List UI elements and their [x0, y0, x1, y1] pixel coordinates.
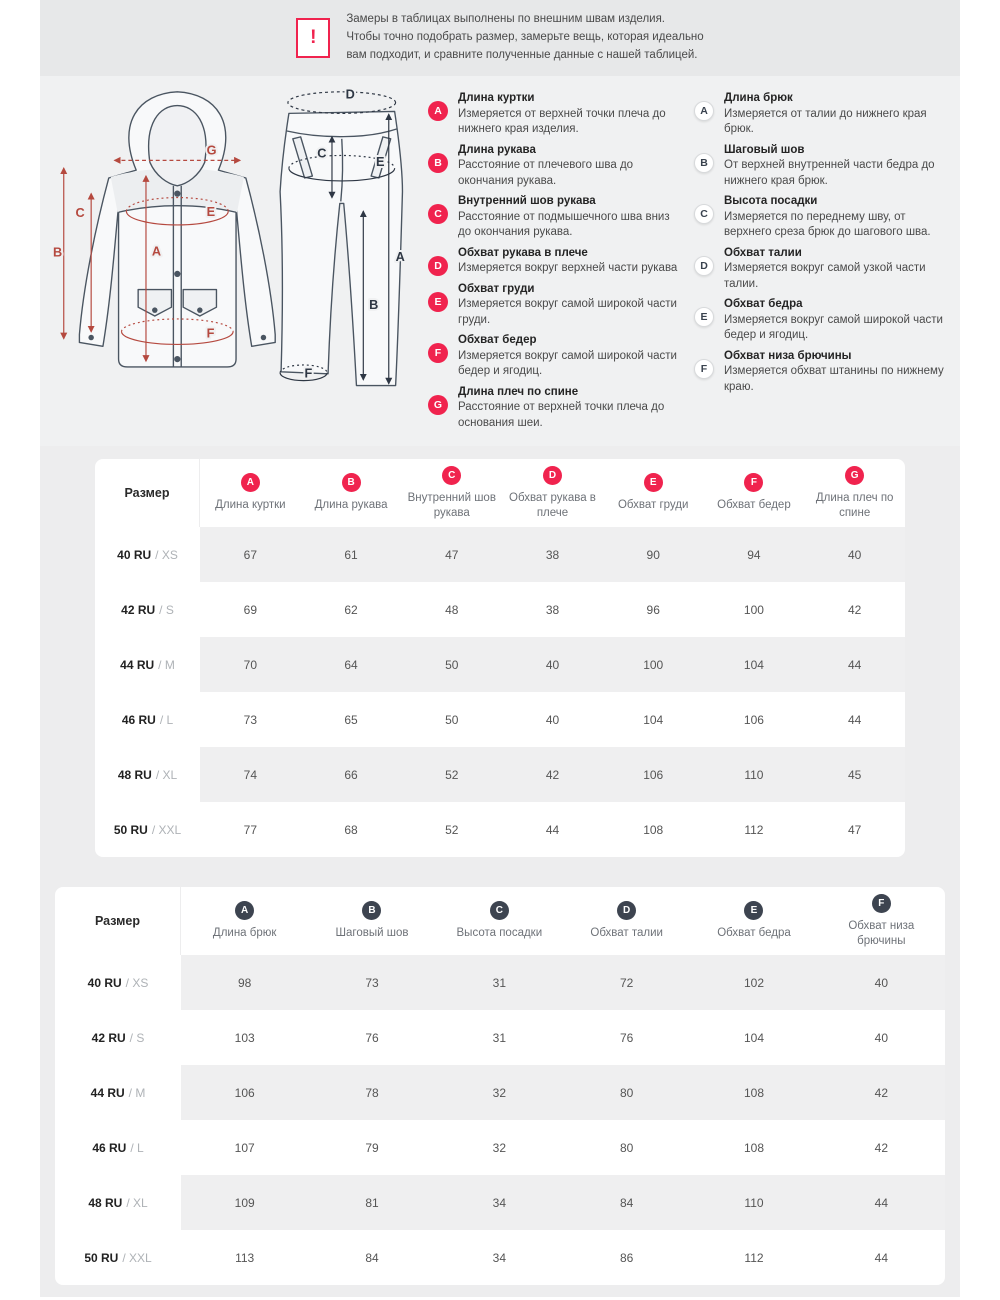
value-cell: 112: [744, 1250, 764, 1265]
size-intl-label: / M: [128, 1085, 146, 1100]
measurement-title: Длина рукава: [458, 143, 536, 156]
value-cell: 106: [181, 1065, 308, 1120]
measurement-description: Измеряется вокруг самой широкой части бедер и ягодиц.: [458, 349, 677, 378]
column-header: [563, 887, 690, 955]
measurement-description: Измеряется от талии до нижнего края брюк.: [724, 107, 927, 136]
column-letter-badge: B: [342, 473, 361, 492]
value-cell: 80: [563, 1065, 690, 1120]
value-cell: 102: [690, 955, 817, 1010]
size-cell: [95, 692, 200, 747]
value-cell: 34: [492, 1250, 506, 1265]
measurement-description: Расстояние от плечевого шва до окончания рукава.: [458, 159, 634, 187]
measure-letter-badge: D: [428, 256, 448, 276]
value-cell: 78: [308, 1065, 435, 1120]
measurement-description: Измеряется вокруг самой широкой части бедер и ягодиц.: [724, 313, 943, 342]
notice-text: [346, 11, 703, 64]
value-cell: 108: [743, 1140, 764, 1155]
size-intl-label: / XXL: [151, 822, 182, 837]
diagram-label-jacket-c: C: [75, 205, 85, 221]
value-cell: 100: [603, 637, 704, 692]
column-letter-badge: A: [235, 901, 254, 920]
size-cell: [55, 955, 181, 1010]
diagram-label-pants-b: B: [369, 297, 379, 313]
measurement-item-body: [724, 346, 946, 396]
value-cell: 40: [874, 1030, 888, 1045]
measurement-item: [694, 140, 946, 190]
pants-measurements-list: [694, 88, 960, 446]
diagram-label-pants-d: D: [345, 86, 355, 102]
value-cell: 81: [308, 1175, 435, 1230]
measurement-item-body: [724, 88, 946, 138]
value-cell: 42: [874, 1140, 888, 1155]
measurement-title: Обхват бедра: [724, 298, 803, 311]
value-cell: 64: [301, 637, 402, 692]
jacket-measurements-list: [428, 88, 694, 446]
value-cell: 76: [619, 1030, 634, 1045]
measurement-description: Измеряется обхват штанины по нижнему краю.: [724, 365, 944, 393]
value-cell: 38: [545, 602, 560, 617]
column-header: [436, 887, 563, 955]
measurement-title: Длина плеч по спине: [458, 385, 579, 398]
value-cell: 106: [743, 712, 764, 727]
value-cell: 44: [874, 1250, 888, 1265]
value-cell: 73: [243, 712, 258, 727]
value-cell: 48: [445, 602, 459, 617]
diagram-label-jacket-e: E: [206, 204, 216, 220]
column-letter-badge: E: [744, 901, 763, 920]
column-label: Обхват бедра: [717, 927, 791, 940]
value-cell: 66: [301, 747, 402, 802]
pants-size-table: [55, 887, 945, 1285]
column-letter-badge: G: [845, 466, 864, 485]
column-label: Длина плеч по спине: [815, 492, 894, 519]
measurement-title: Обхват бедер: [458, 334, 537, 347]
measurement-item: [428, 243, 680, 277]
measurement-item: [428, 279, 680, 329]
column-header: [200, 459, 301, 527]
size-ru-label: 40 RU: [117, 547, 152, 562]
value-cell: 108: [643, 822, 664, 837]
value-cell: 40: [502, 637, 603, 692]
value-cell: 94: [704, 527, 805, 582]
notice-line: Чтобы точно подобрать размер, замерьте вещь, которая идеально: [346, 31, 704, 44]
measure-letter-badge: A: [694, 101, 714, 121]
size-ru-label: 46 RU: [92, 1140, 127, 1155]
pants-size-table-card: [55, 887, 945, 1285]
column-label: Обхват талии: [590, 927, 663, 940]
measure-letter-badge: E: [694, 307, 714, 327]
value-cell: 86: [619, 1250, 634, 1265]
measure-letter-badge: C: [694, 204, 714, 224]
measurement-item: [428, 88, 680, 138]
column-label: Длина брюк: [212, 927, 277, 940]
column-header: [690, 887, 817, 955]
value-cell: 61: [301, 527, 402, 582]
measurement-description: Измеряется от верхней точки плеча до нижнего края изделия.: [458, 107, 666, 136]
value-cell: 104: [704, 637, 805, 692]
value-cell: 98: [181, 955, 308, 1010]
measure-letter-badge: B: [428, 153, 448, 173]
measurement-description: Измеряется вокруг самой узкой части талии.: [724, 262, 926, 290]
diagram-label-jacket-f: F: [206, 325, 215, 341]
value-cell: 96: [646, 602, 660, 617]
value-cell: 70: [200, 637, 301, 692]
column-label: Внутренний шов рукава: [407, 492, 496, 519]
value-cell: 42: [818, 1065, 945, 1120]
column-letter-badge: A: [241, 473, 260, 492]
size-ru-label: 48 RU: [117, 767, 152, 782]
size-ru-label: 44 RU: [90, 1085, 125, 1100]
value-cell: 106: [603, 747, 704, 802]
value-cell: 67: [200, 527, 301, 582]
measure-letter-badge: E: [428, 292, 448, 312]
value-cell: 110: [690, 1175, 817, 1230]
measurement-item-body: [458, 191, 680, 241]
column-header: [502, 459, 603, 527]
value-cell: 40: [804, 527, 905, 582]
measurement-item: [694, 346, 946, 396]
size-ru-label: 42 RU: [121, 602, 156, 617]
warning-icon: !: [296, 18, 330, 58]
notice-line: Замеры в таблицах выполнены по внешним швам изделия.: [346, 13, 665, 26]
column-header: [301, 459, 402, 527]
size-cell: [95, 582, 200, 637]
value-cell: 90: [603, 527, 704, 582]
value-cell: 40: [545, 712, 560, 727]
value-cell: 52: [445, 822, 459, 837]
size-cell: [55, 1230, 181, 1285]
value-cell: 47: [847, 822, 862, 837]
value-cell: 34: [436, 1175, 563, 1230]
column-header: [818, 887, 945, 955]
measurement-description: Расстояние от подмышечного шва вниз до окончания рукава.: [458, 210, 670, 239]
diagram-label-pants-a: A: [395, 249, 405, 265]
notice-banner: [40, 0, 960, 76]
size-ru-label: 44 RU: [120, 657, 155, 672]
size-ru-label: 48 RU: [88, 1195, 123, 1210]
column-label: Обхват низа брючины: [848, 920, 915, 947]
value-cell: 72: [563, 955, 690, 1010]
garment-diagram: [40, 76, 428, 446]
measurement-item-body: [458, 382, 680, 432]
value-cell: 110: [704, 747, 805, 802]
measurement-description: Измеряется по переднему шву, от верхнего среза брюк до шагового шва.: [724, 210, 931, 239]
column-header: [181, 887, 308, 955]
measurement-item-body: [724, 294, 946, 344]
value-cell: 42: [502, 747, 603, 802]
size-column-header: Размер: [95, 459, 200, 527]
measurement-item: [694, 294, 946, 344]
column-letter-badge: C: [442, 466, 461, 485]
value-cell: 44: [847, 712, 862, 727]
measure-letter-badge: F: [428, 343, 448, 363]
measure-letter-badge: D: [694, 256, 714, 276]
value-cell: 104: [643, 712, 664, 727]
value-cell: 31: [492, 1030, 506, 1045]
value-cell: 108: [690, 1065, 817, 1120]
value-cell: 38: [502, 527, 603, 582]
measurement-item: [428, 140, 680, 190]
value-cell: 80: [619, 1140, 634, 1155]
column-letter-badge: D: [543, 466, 562, 485]
diagram-label-pants-e: E: [376, 154, 385, 170]
measurement-guide-section: [40, 76, 960, 446]
value-cell: 103: [234, 1030, 255, 1045]
size-ru-label: 40 RU: [87, 975, 122, 990]
size-intl-label: / XL: [155, 767, 178, 782]
value-cell: 65: [344, 712, 358, 727]
pants-drawing: [280, 111, 402, 385]
measurement-title: Шаговый шов: [724, 143, 805, 156]
size-intl-label: / XS: [155, 547, 178, 562]
size-ru-label: 42 RU: [91, 1030, 126, 1045]
column-header: [603, 459, 704, 527]
measurement-title: Обхват груди: [458, 282, 535, 295]
measurement-title: Обхват низа брючины: [724, 349, 852, 362]
value-cell: 42: [847, 602, 862, 617]
value-cell: 76: [365, 1030, 379, 1045]
value-cell: 113: [235, 1250, 255, 1265]
jacket-and-pants-diagram: [52, 82, 424, 412]
column-header: [401, 459, 502, 527]
column-label: Шаговый шов: [335, 927, 409, 940]
measurement-title: Высота посадки: [724, 195, 818, 208]
value-cell: 73: [308, 955, 435, 1010]
size-cell: [95, 527, 200, 582]
column-label: Обхват бедер: [717, 499, 791, 512]
diagram-label-pants-f: F: [304, 365, 313, 381]
column-label: Длина рукава: [314, 499, 388, 512]
notice-line: вам подходит, и сравните полученные данные с нашей таблицей.: [346, 48, 698, 61]
measure-letter-badge: B: [694, 153, 714, 173]
size-ru-label: 50 RU: [113, 822, 148, 837]
size-column-header: Размер: [55, 887, 181, 955]
measurement-item: [694, 88, 946, 138]
size-cell: [55, 1175, 181, 1230]
value-cell: 32: [436, 1065, 563, 1120]
measurement-description: От верхней внутренней части бедра до нижнего края брюк.: [724, 159, 935, 187]
value-cell: 44: [818, 1175, 945, 1230]
value-cell: 44: [804, 637, 905, 692]
value-cell: 62: [344, 602, 358, 617]
column-letter-badge: C: [490, 901, 509, 920]
column-label: Обхват рукава в плече: [509, 492, 596, 519]
value-cell: 68: [344, 822, 358, 837]
value-cell: 31: [436, 955, 563, 1010]
measure-letter-badge: C: [428, 204, 448, 224]
column-letter-badge: E: [644, 473, 663, 492]
value-cell: 45: [804, 747, 905, 802]
value-cell: 69: [243, 602, 258, 617]
column-letter-badge: D: [617, 901, 636, 920]
size-cell: [55, 1120, 181, 1175]
size-cell: [95, 637, 200, 692]
value-cell: 74: [200, 747, 301, 802]
value-cell: 40: [818, 955, 945, 1010]
size-intl-label: / L: [130, 1140, 144, 1155]
size-tables-section: [40, 446, 960, 1297]
size-cell: [95, 802, 200, 857]
value-cell: 84: [563, 1175, 690, 1230]
size-intl-label: / M: [158, 657, 175, 672]
measurement-item-body: [724, 140, 946, 190]
measurement-title: Обхват талии: [724, 246, 802, 259]
value-cell: 47: [401, 527, 502, 582]
size-cell: [95, 747, 200, 802]
value-cell: 44: [545, 822, 560, 837]
measure-letter-badge: F: [694, 359, 714, 379]
measurement-item: [428, 330, 680, 380]
measurement-description: Измеряется вокруг верхней части рукава: [458, 262, 678, 275]
diagram-label-jacket-g: G: [206, 142, 217, 158]
measurement-item-body: [458, 330, 680, 380]
measurement-item-body: [724, 243, 946, 293]
size-intl-label: / XS: [125, 975, 149, 990]
measurement-description: Измеряется вокруг самой широкой части груди.: [458, 298, 677, 326]
value-cell: 50: [401, 637, 502, 692]
column-header: [308, 887, 435, 955]
column-label: Обхват груди: [617, 499, 689, 512]
measurement-item: [694, 191, 946, 241]
value-cell: 52: [401, 747, 502, 802]
measurement-title: Внутренний шов рукава: [458, 195, 596, 208]
column-header: [704, 459, 805, 527]
measurement-item-body: [458, 243, 677, 277]
size-ru-label: 50 RU: [84, 1250, 119, 1265]
measurement-title: Обхват рукава в плече: [458, 246, 588, 259]
measurement-item-body: [458, 279, 680, 329]
size-intl-label: / S: [159, 602, 174, 617]
diagram-label-jacket-b: B: [52, 244, 63, 260]
value-cell: 32: [492, 1140, 506, 1155]
size-intl-label: / XXL: [122, 1250, 152, 1265]
measurement-title: Длина брюк: [724, 92, 793, 104]
measurement-title: Длина куртки: [458, 92, 535, 104]
measure-letter-badge: A: [428, 101, 448, 121]
value-cell: 107: [234, 1140, 255, 1155]
column-letter-badge: F: [744, 473, 763, 492]
size-intl-label: / S: [129, 1030, 145, 1045]
value-cell: 112: [744, 822, 764, 837]
value-cell: 50: [445, 712, 459, 727]
measurement-item: [428, 382, 680, 432]
jacket-size-table-card: [95, 459, 905, 857]
measurement-descriptions: [428, 76, 960, 446]
size-cell: [55, 1065, 181, 1120]
measurement-item: [428, 191, 680, 241]
diagram-label-pants-c: C: [317, 145, 327, 161]
column-letter-badge: B: [362, 901, 381, 920]
column-label: Высота посадки: [456, 927, 543, 940]
size-intl-label: / L: [159, 712, 174, 727]
measurement-item-body: [458, 88, 680, 138]
size-ru-label: 46 RU: [121, 712, 156, 727]
size-intl-label: / XL: [126, 1195, 148, 1210]
value-cell: 100: [743, 602, 764, 617]
column-label: Длина куртки: [215, 499, 286, 512]
size-cell: [55, 1010, 181, 1065]
value-cell: 84: [365, 1250, 379, 1265]
jacket-size-table: [95, 459, 905, 857]
value-cell: 109: [181, 1175, 308, 1230]
measurement-item-body: [724, 191, 946, 241]
measurement-item-body: [458, 140, 680, 190]
column-header: [804, 459, 905, 527]
jacket-drawing: [79, 92, 275, 367]
measure-letter-badge: G: [428, 395, 448, 415]
value-cell: 79: [365, 1140, 379, 1155]
measurement-item: [694, 243, 946, 293]
value-cell: 77: [243, 822, 258, 837]
value-cell: 104: [743, 1030, 764, 1045]
column-letter-badge: F: [872, 894, 891, 913]
measurement-description: Расстояние от верхней точки плеча до основания шеи.: [458, 401, 665, 429]
size-guide-page: [40, 0, 960, 1297]
diagram-label-jacket-a: A: [151, 243, 162, 259]
